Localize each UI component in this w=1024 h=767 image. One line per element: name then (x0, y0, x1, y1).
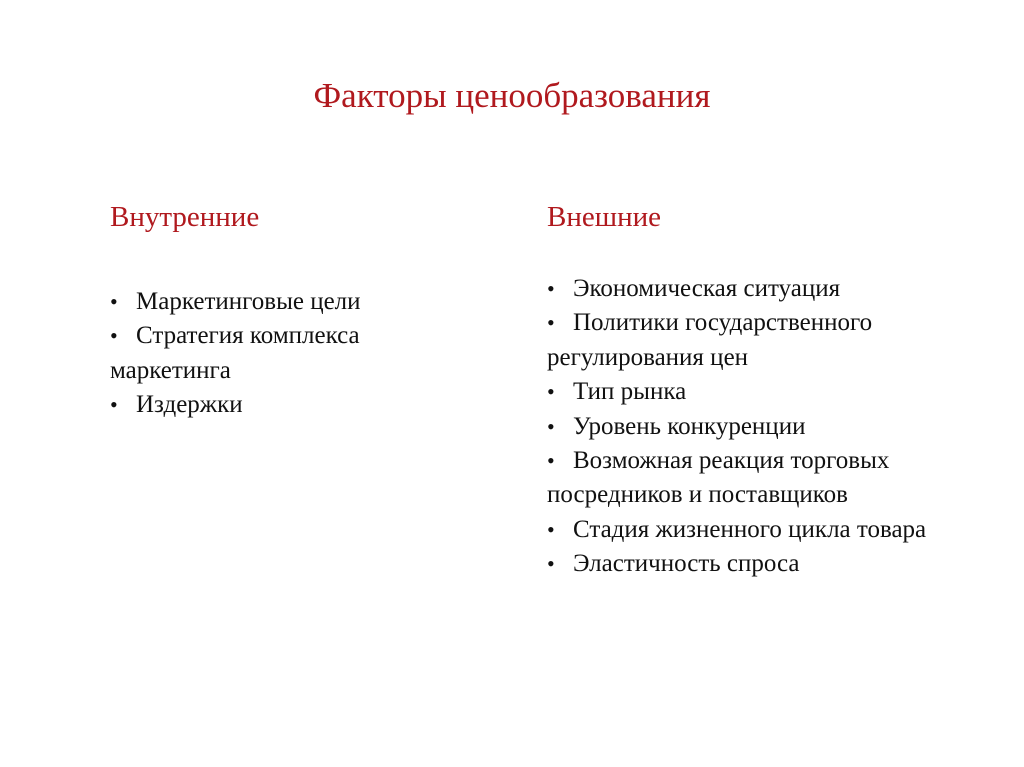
bullet-icon: • (110, 289, 118, 314)
list-item-text: Экономическая ситуация (573, 275, 841, 302)
list-item-text: Маркетинговые цели (136, 288, 361, 315)
list-item-text: Издержки (136, 391, 243, 419)
list-item-text: Эластичность спроса (573, 550, 800, 578)
list-item-text: Уровень конкуренции (573, 412, 806, 440)
bullet-icon: • (547, 379, 555, 405)
list-item-text: Возможная реакция торговых посредников и поставщиков (547, 447, 890, 509)
bullet-icon: • (110, 323, 118, 349)
bullet-icon: • (547, 551, 555, 577)
internal-factors-heading: Внутренние (110, 201, 260, 233)
bullet-icon: • (547, 276, 555, 301)
list-item (547, 410, 967, 444)
list-item (547, 547, 967, 581)
bullet-icon: • (547, 413, 555, 439)
bullet-icon: • (547, 310, 555, 336)
list-item (110, 388, 430, 422)
list-item-text: Политики государственного регулирования цен (547, 309, 873, 371)
list-item-text: Стратегия комплекса маркетинга (110, 322, 360, 384)
external-factors-list (547, 272, 967, 582)
bullet-icon: • (110, 392, 118, 418)
list-item (547, 444, 967, 513)
list-item-text: Стадия жизненного цикла товара (573, 515, 927, 543)
list-item (110, 285, 430, 319)
bullet-icon: • (547, 448, 555, 474)
list-item (547, 306, 967, 375)
list-item (547, 375, 967, 409)
list-item-text: Тип рынка (573, 378, 687, 406)
list-item (547, 513, 967, 547)
bullet-icon: • (547, 516, 555, 542)
list-item (110, 319, 430, 388)
external-factors-heading: Внешние (547, 201, 661, 233)
list-item (547, 272, 967, 306)
internal-factors-list (110, 285, 430, 423)
slide-title: Факторы ценообразования (313, 76, 711, 115)
